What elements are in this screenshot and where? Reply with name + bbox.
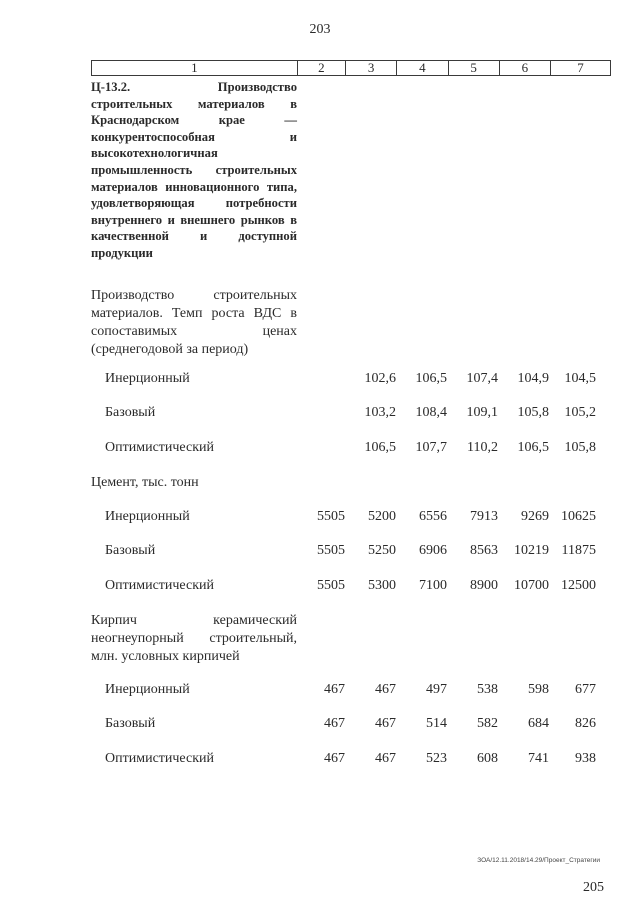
- header-col-7: 7: [550, 61, 610, 75]
- cell-value: 497: [426, 682, 447, 697]
- cell-value: 106,5: [364, 440, 396, 455]
- cell-value: 10700: [514, 578, 549, 593]
- table-row: [91, 682, 611, 702]
- cell-value: 538: [477, 682, 498, 697]
- goal-heading: Ц-13.2. Производство строительных материалов в Краснодарском крае — конкурентоспособная и высокотехнологичная промышленность строительных материалов инновационного типа, удовлетворяющая потребности внутреннего и внешнего рынков в качественной и доступной продукции: [91, 80, 297, 260]
- table-row: [91, 751, 611, 771]
- cell-value: 106,5: [517, 440, 549, 455]
- cell-value: 104,5: [564, 371, 596, 386]
- table-row: [91, 543, 611, 563]
- cell-value: 7913: [470, 509, 498, 524]
- cell-value: 104,9: [517, 371, 549, 386]
- cell-value: 467: [375, 682, 396, 697]
- cell-value: 5300: [368, 578, 396, 593]
- cell-value: 467: [324, 751, 345, 766]
- cell-value: 11875: [561, 543, 596, 558]
- cell-value: 7100: [419, 578, 447, 593]
- cell-value: 5505: [317, 543, 345, 558]
- cell-value: 938: [575, 751, 596, 766]
- cell-value: 106,5: [415, 371, 447, 386]
- cell-value: 105,2: [564, 405, 596, 420]
- cell-value: 677: [575, 682, 596, 697]
- row-label: Инерционный: [105, 509, 190, 524]
- cell-value: 107,4: [466, 371, 498, 386]
- cell-value: 467: [324, 716, 345, 731]
- page-number-bottom: 205: [583, 880, 604, 895]
- row-label: Базовый: [105, 543, 156, 558]
- cell-value: 6556: [419, 509, 447, 524]
- cell-value: 8563: [470, 543, 498, 558]
- cell-value: 6906: [419, 543, 447, 558]
- cell-value: 523: [426, 751, 447, 766]
- header-col-3: 3: [345, 61, 396, 75]
- cell-value: 467: [375, 751, 396, 766]
- header-col-4: 4: [396, 61, 447, 75]
- cell-value: 107,7: [415, 440, 447, 455]
- header-col-2: 2: [297, 61, 345, 75]
- cell-value: 514: [426, 716, 447, 731]
- table-row: [91, 509, 611, 529]
- cell-value: 10219: [514, 543, 549, 558]
- table-row: [91, 371, 611, 391]
- cell-value: 9269: [521, 509, 549, 524]
- section-title: Кирпич керамический неогнеупорный строительный, млн. условных кирпичей: [91, 613, 297, 664]
- cell-value: 108,4: [415, 405, 447, 420]
- cell-value: 5505: [317, 578, 345, 593]
- row-label: Инерционный: [105, 371, 190, 386]
- row-label: Инерционный: [105, 682, 190, 697]
- cell-value: 105,8: [517, 405, 549, 420]
- header-col-1: 1: [191, 60, 198, 75]
- header-col-5: 5: [448, 61, 499, 75]
- cell-value: 105,8: [564, 440, 596, 455]
- table-header: [91, 60, 611, 76]
- cell-value: 8900: [470, 578, 498, 593]
- cell-value: 608: [477, 751, 498, 766]
- page-number-top: 203: [309, 22, 331, 37]
- section-title: Цемент, тыс. тонн: [91, 475, 199, 490]
- header-col-6: 6: [499, 61, 550, 75]
- cell-value: 826: [575, 716, 596, 731]
- row-label: Оптимистический: [105, 751, 214, 766]
- cell-value: 10625: [561, 509, 596, 524]
- table-row: [91, 716, 611, 736]
- row-label: Базовый: [105, 716, 156, 731]
- cell-value: 582: [477, 716, 498, 731]
- cell-value: 12500: [561, 578, 596, 593]
- row-label: Оптимистический: [105, 440, 214, 455]
- document-stamp: ЗОА/12.11.2018/14.29/Проект_Стратегии: [477, 857, 600, 864]
- cell-value: 684: [528, 716, 549, 731]
- row-label: Оптимистический: [105, 578, 214, 593]
- cell-value: 5505: [317, 509, 345, 524]
- table-row: [91, 578, 611, 598]
- cell-value: 467: [324, 682, 345, 697]
- cell-value: 103,2: [364, 405, 396, 420]
- cell-value: 110,2: [467, 440, 498, 455]
- section-title: Производство строительных материалов. Темп роста ВДС в сопоставимых ценах (среднегодовой за период): [91, 288, 297, 357]
- cell-value: 467: [375, 716, 396, 731]
- cell-value: 5250: [368, 543, 396, 558]
- row-label: Базовый: [105, 405, 156, 420]
- table-row: [91, 440, 611, 460]
- cell-value: 741: [528, 751, 549, 766]
- cell-value: 109,1: [466, 405, 498, 420]
- table-row: [91, 405, 611, 425]
- cell-value: 5200: [368, 509, 396, 524]
- cell-value: 598: [528, 682, 549, 697]
- cell-value: 102,6: [364, 371, 396, 386]
